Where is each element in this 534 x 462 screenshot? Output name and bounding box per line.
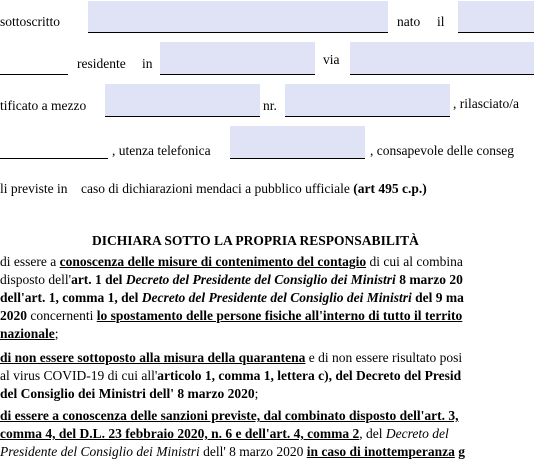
label-rilasciato: , rilasciato/a (453, 96, 519, 111)
p2-text: ; (254, 386, 259, 401)
paragraph-1-line-4 (0, 308, 462, 324)
document-number-line (285, 116, 450, 117)
paragraph-3-line-3 (0, 444, 465, 460)
label-residente: residente (77, 56, 126, 71)
p1-text: concernenti (27, 308, 97, 323)
label-identificato: tificato a mezzo (0, 98, 87, 113)
phone-field[interactable] (230, 126, 365, 158)
p1-bold: del 9 ma (411, 290, 464, 305)
label-nr: nr. (263, 98, 277, 113)
p3-underlined: comma 4, del D.L. 23 febbraio 2020, n. 6 e dell'art. 4, comma 2 (0, 426, 360, 441)
paragraph-1-line-3 (0, 290, 464, 306)
prefix-line-2 (0, 158, 108, 159)
label-nato: nato (397, 14, 421, 29)
p3-bold: g (454, 444, 466, 459)
paragraph-1-line-1 (0, 254, 463, 270)
label-consapevole: , consapevole delle conseg (370, 143, 514, 158)
p1-underlined: conoscenza delle misure di contenimento del contagio (59, 254, 367, 269)
document-line (105, 116, 260, 117)
p1-underlined: lo spostamento delle persone fisiche all'interno di tutto il territo (96, 308, 463, 323)
p1-text: di cui al combina (366, 254, 463, 269)
p1-bold: 2020 (0, 308, 27, 323)
paragraph-3-line-2 (0, 426, 449, 442)
p2-text: e di non essere risultato posi (305, 350, 463, 365)
p1-bold: art. 1 del (71, 272, 126, 287)
p2-text: al virus COVID-19 di cui all' (0, 368, 158, 383)
p3-text: , del (359, 426, 386, 441)
name-line (88, 32, 388, 33)
label-utenza: , utenza telefonica (112, 143, 211, 158)
p1-bold-italic: Decreto del Presidente del Consiglio dei Ministri (125, 272, 396, 287)
p3-underlined: in caso di inottemperanza (306, 444, 455, 459)
p3-text: dell' 8 marzo 2020 (199, 444, 307, 459)
name-field[interactable] (88, 1, 388, 33)
label-in: in (142, 56, 153, 71)
p1-underlined: nazionale (0, 326, 55, 341)
phone-line (230, 158, 365, 159)
p1-text: disposto dell' (0, 272, 72, 287)
street-line (350, 74, 534, 75)
birthplace-line (458, 32, 534, 33)
street-field[interactable] (350, 42, 534, 74)
p1-text: ; (54, 326, 59, 341)
p3-italic: Presidente del Consiglio dei Ministri (0, 444, 200, 459)
paragraph-2-line-3 (0, 386, 258, 402)
label-sanzioni (0, 181, 427, 197)
paragraph-2-line-2 (0, 368, 461, 384)
p3-italic: Decreto del (385, 426, 449, 441)
document-number-field[interactable] (285, 84, 450, 116)
birthplace-field[interactable] (458, 1, 534, 33)
label-il: il (437, 14, 445, 29)
label-via: via (323, 52, 340, 67)
p1-text: di essere a (0, 254, 60, 269)
p2-underlined: di non essere sottoposto alla misura della quarantena (0, 350, 306, 365)
art495-text: (art 495 c.p.) (353, 181, 427, 196)
p1-bold: dell'art. 1, comma 1, del (0, 290, 142, 305)
paragraph-2-line-1 (0, 350, 462, 366)
p3-underlined: di essere a conoscenza delle sanzioni previste, dal combinato disposto dell'art. 3, (0, 408, 459, 423)
document-field[interactable] (105, 84, 260, 116)
residence-line (160, 74, 315, 75)
paragraph-1-line-2 (0, 272, 463, 288)
paragraph-1-line-5 (0, 326, 59, 342)
residence-field[interactable] (160, 42, 315, 74)
p2-bold: del Consiglio dei Ministri dell' 8 marzo 2020 (0, 386, 255, 401)
p2-bold: articolo 1, comma 1, lettera c), del Decreto del Presid (157, 368, 462, 383)
p1-bold: 8 marzo 20 (395, 272, 463, 287)
label-sottoscritto: sottoscritto (0, 14, 60, 29)
page-title: DICHIARA SOTTO LA PROPRIA RESPONSABILITÀ (92, 233, 419, 248)
paragraph-3-line-1 (0, 408, 459, 424)
p1-bold-italic: Decreto del Presidente del Consiglio dei Ministri (141, 290, 412, 305)
sanzioni-text: li previste in caso di dichiarazioni mendaci a pubblico ufficiale (0, 181, 350, 196)
prefix-line (0, 74, 68, 75)
